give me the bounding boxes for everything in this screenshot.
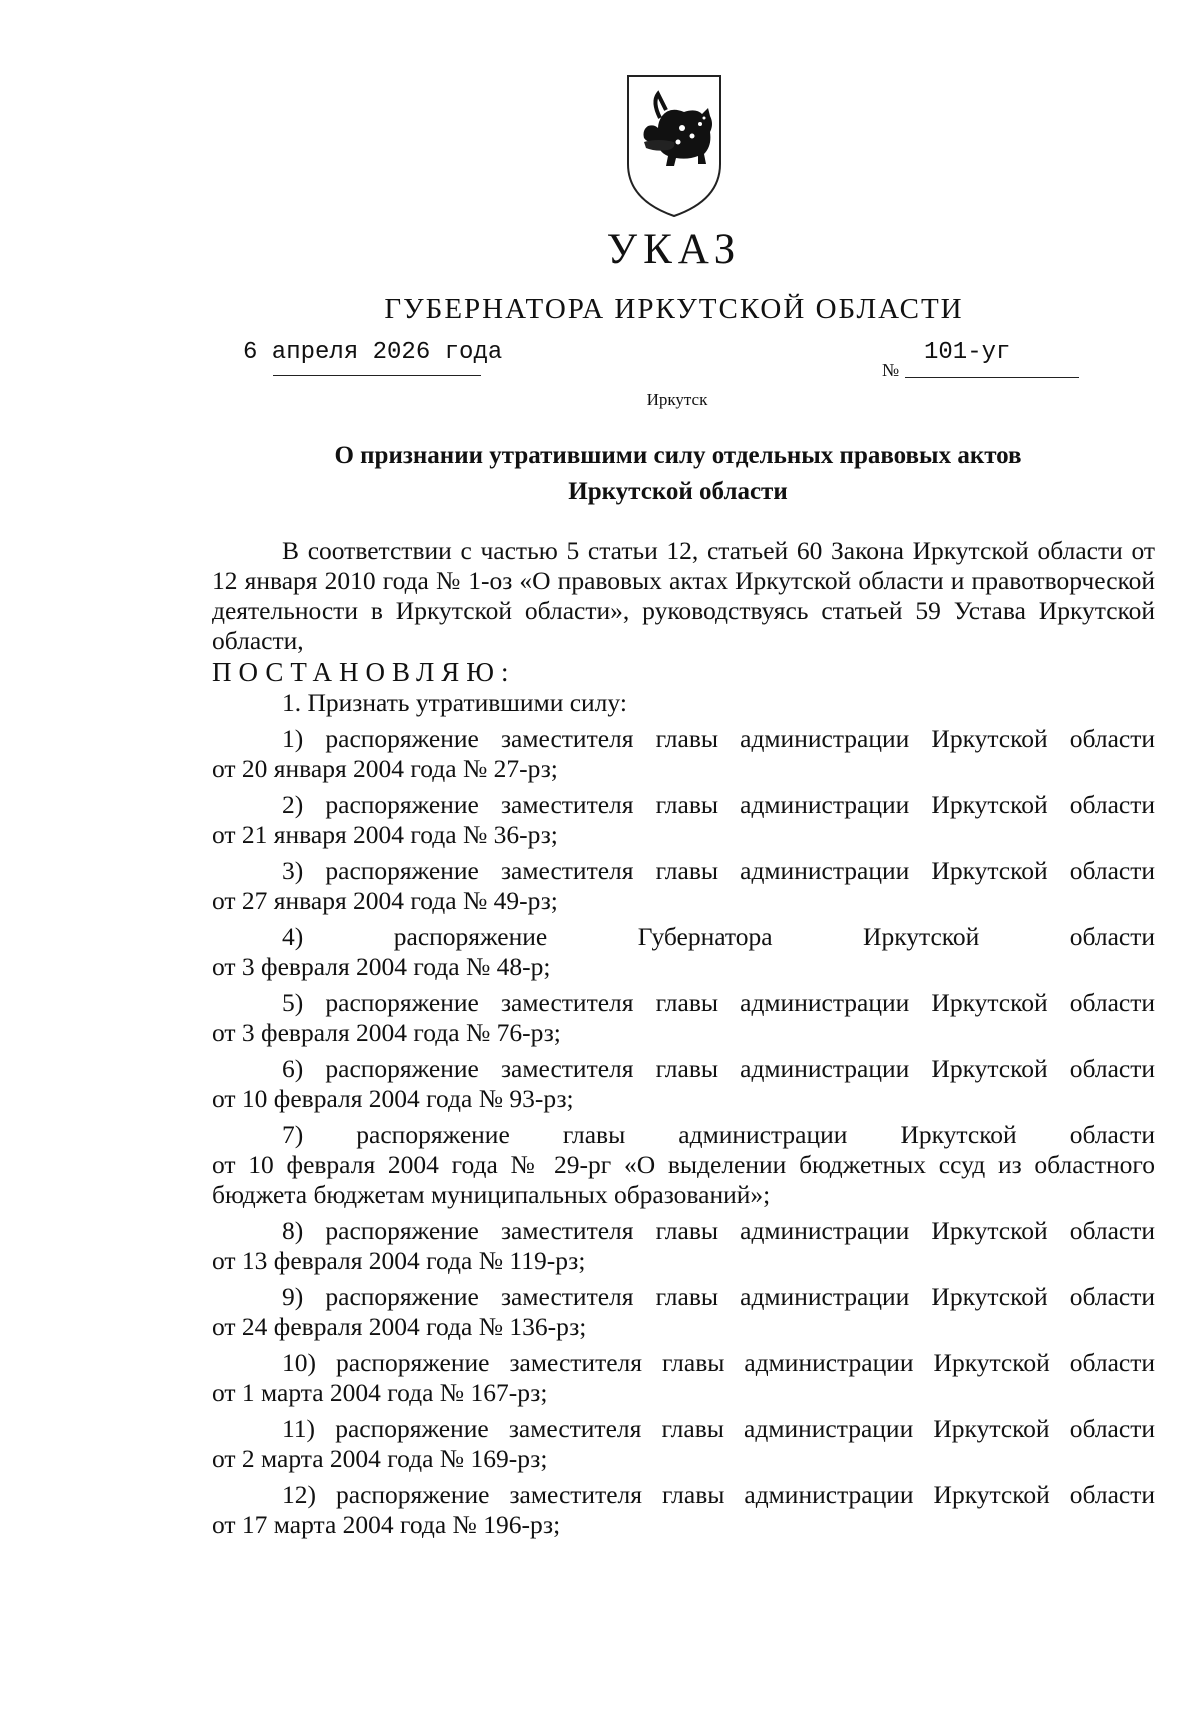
list-item [212,1414,1155,1474]
list-item-line: от 24 февраля 2004 года № 136-рз; [212,1312,587,1341]
decree-title: УКАЗ [606,226,742,273]
list-item-line: бюджета бюджетам муниципальных образований»; [212,1180,771,1209]
heading-line-1: О признании утратившими силу отдельных правовых актов [334,442,1022,469]
list-item-line: от 10 февраля 2004 года № 93-рз; [212,1084,574,1113]
decree-subtitle: ГУБЕРНАТОРА ИРКУТСКОЙ ОБЛАСТИ [384,293,964,325]
number-underline [905,377,1079,378]
number-sign: № [882,360,900,380]
decree-number: 101-уг [924,339,1011,366]
list-item-line: 12) распоряжение заместителя главы администрации Иркутской области [282,1480,1155,1509]
list-item [212,922,1155,982]
list-item [212,1054,1155,1114]
list-item-line: от 1 марта 2004 года № 167-рз; [212,1378,548,1407]
list-item [212,988,1155,1048]
list-item-line: 5) распоряжение заместителя главы администрации Иркутской области [282,988,1155,1017]
list-item [212,1216,1155,1276]
list-item [212,1120,1155,1210]
date-underline [273,375,481,376]
list-item [212,856,1155,916]
list-item-line: 8) распоряжение заместителя главы администрации Иркутской области [282,1216,1155,1245]
list-item-line: 11) распоряжение заместителя главы администрации Иркутской области [282,1414,1155,1443]
list-item-line: 4) распоряжение Губернатора Иркутской области [282,922,1155,951]
point-1: 1. Признать утратившими силу: [282,688,627,717]
list-item-line: 9) распоряжение заместителя главы администрации Иркутской области [282,1282,1155,1311]
coat-of-arms-emblem [618,72,730,220]
list-item [212,790,1155,850]
list-item [212,1282,1155,1342]
list-item-line: от 3 февраля 2004 года № 76-рз; [212,1018,561,1047]
list-item-line: 7) распоряжение главы администрации Иркутской области [282,1120,1155,1149]
list-item-line: 2) распоряжение заместителя главы администрации Иркутской области [282,790,1155,819]
list-item [212,1348,1155,1408]
city-label: Иркутск [646,390,708,409]
list-item [212,1480,1155,1540]
list-item-line: от 20 января 2004 года № 27-рз; [212,754,558,783]
resolve-word: ПОСТАНОВЛЯЮ: [212,657,516,687]
preamble-paragraph: В соответствии с частью 5 статьи 12, статьей 60 Закона Иркутской области от 12 января 2010 года № 1-оз «О правовых актах Иркутской области и правотворческой деятельности в Иркутской области», руководствуясь статьей 59 Устава Иркутской области, [212,536,1155,655]
decree-date: 6 апреля 2026 года [243,339,503,366]
list-item-line: от 17 марта 2004 года № 196-рз; [212,1510,561,1539]
list-item-line: от 21 января 2004 года № 36-рз; [212,820,558,849]
decree-heading [0,438,1200,510]
list-item-line: 6) распоряжение заместителя главы администрации Иркутской области [282,1054,1155,1083]
heading-line-2: Иркутской области [568,478,788,505]
list-item-line: от 2 марта 2004 года № 169-рз; [212,1444,548,1473]
list-item-line: 10) распоряжение заместителя главы администрации Иркутской области [282,1348,1155,1377]
list-item-line: от 3 февраля 2004 года № 48-р; [212,952,551,981]
list-item-line: от 13 февраля 2004 года № 119-рз; [212,1246,586,1275]
list-item-line: 1) распоряжение заместителя главы администрации Иркутской области [282,724,1155,753]
list-item-line: 3) распоряжение заместителя главы администрации Иркутской области [282,856,1155,885]
list-item [212,724,1155,784]
list-item-line: от 10 февраля 2004 года № 29-рг «О выделении бюджетных ссуд из областного [212,1150,1155,1179]
decree-body [212,536,1155,1540]
list-item-line: от 27 января 2004 года № 49-рз; [212,886,558,915]
